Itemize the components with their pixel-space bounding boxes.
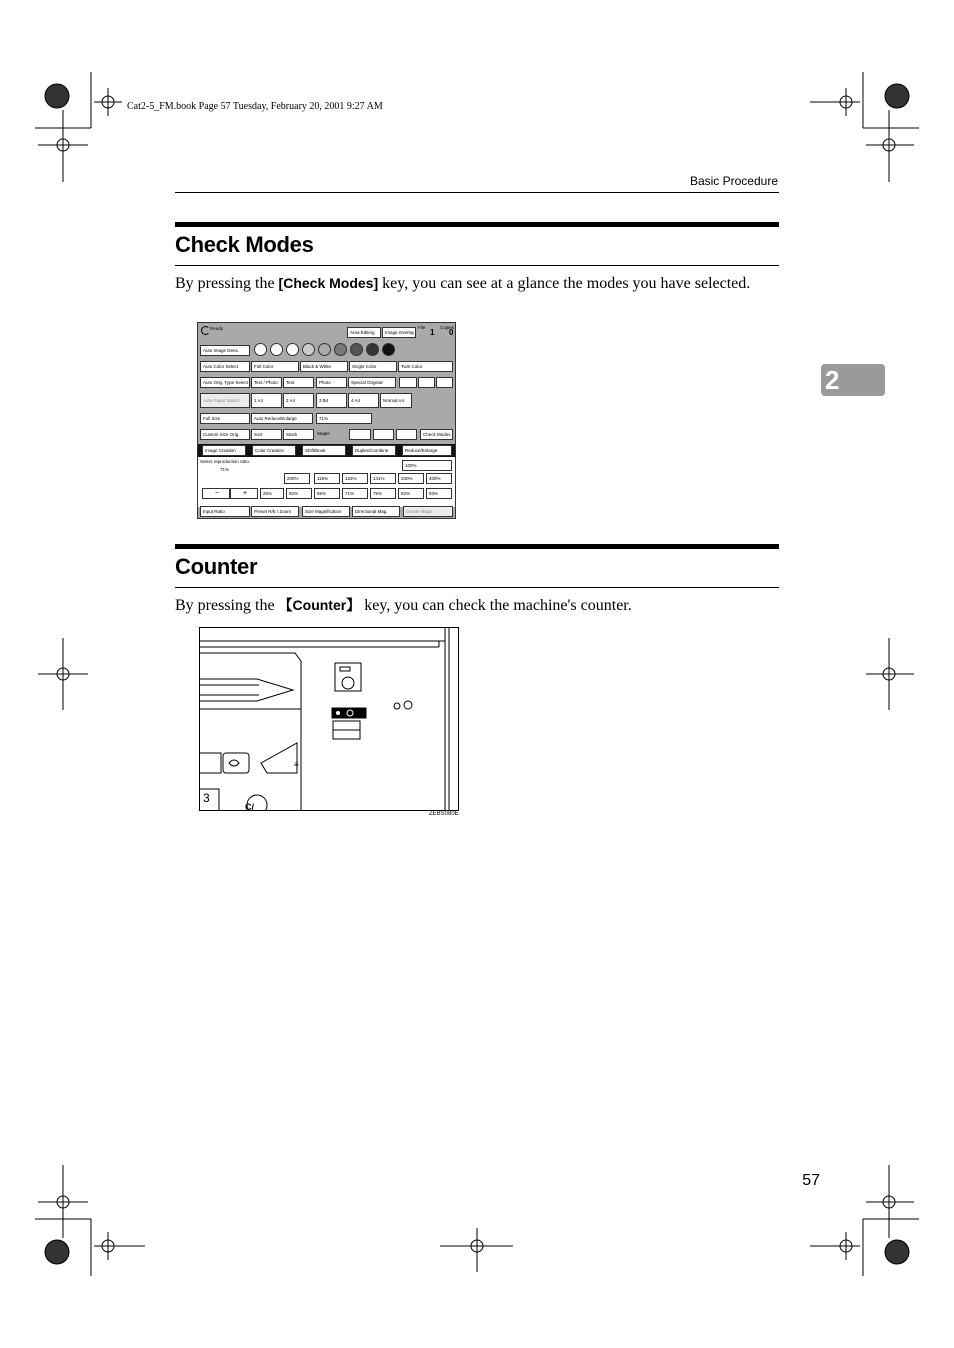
paper-tray: 3 B4: [316, 393, 347, 408]
status-icon: [201, 326, 210, 335]
ratio-button: 25%: [260, 488, 284, 499]
ratio-button: 122%: [342, 473, 368, 484]
panel-button: Sort: [251, 429, 282, 440]
panel-button: Single Color: [349, 361, 397, 372]
counter-key-label: 【Counter】: [278, 597, 361, 613]
ratio-button: 93%: [426, 488, 452, 499]
panel-auto-paper-select: Auto Paper Select: [200, 393, 250, 408]
panel-button: Stack: [283, 429, 314, 440]
svg-text:≡: ≡: [294, 760, 299, 769]
para-text: By pressing the: [175, 597, 279, 614]
file-value: 1: [430, 328, 435, 337]
para-text: key, you can check the machine's counter.: [360, 597, 632, 614]
running-header: Basic Procedure: [689, 174, 778, 188]
counter-key-illustration: [199, 627, 459, 811]
paper-tray: Normal A4: [380, 393, 412, 408]
density-dot: [302, 343, 315, 356]
panel-button: Custom Size Orig.: [200, 429, 250, 440]
panel-bottom-button: Create Magn.: [403, 506, 453, 517]
para-text: By pressing the: [175, 275, 279, 292]
panel-button: Photo: [316, 377, 347, 388]
panel-area-editing-button: Area Editing: [347, 327, 381, 338]
plus-button: +: [230, 488, 258, 499]
page-number: 57: [802, 1172, 820, 1189]
copier-panel-illustration: [197, 322, 456, 519]
panel-button: Auto Reduce/Enlarge: [251, 413, 313, 424]
section-rule-bottom: [175, 587, 779, 588]
svg-text:3: 3: [203, 791, 210, 805]
ratio-button: 50%: [286, 488, 312, 499]
staple-label: Staple: [317, 431, 330, 436]
panel-auto-image-density: Auto Image Dens.: [200, 345, 250, 356]
density-dot: [254, 343, 267, 356]
check-modes-key-label: [Check Modes]: [278, 275, 379, 291]
copies-label: Copies: [440, 325, 455, 330]
repro-label: Select reproduction ratio.: [200, 459, 251, 464]
section-heading: Check Modes: [175, 232, 314, 257]
panel-button: Text / Photo: [251, 377, 282, 388]
panel-tab-active: Reduce/Enlarge: [402, 445, 452, 456]
density-dot: [270, 343, 283, 356]
section-rule-bottom: [175, 265, 779, 266]
panel-tab: Shift/Book: [302, 445, 346, 456]
panel-button: Special Original: [348, 377, 396, 388]
paper-tray: 4 A4: [348, 393, 379, 408]
panel-bottom-button: Directional Mag.: [352, 506, 400, 517]
panel-button: Full Color: [251, 361, 299, 372]
header-rule: [175, 192, 779, 193]
paper-tray: 1 A4: [251, 393, 282, 408]
section-rule-top: [175, 222, 779, 227]
ratio-button: 71%: [342, 488, 368, 499]
density-dot: [334, 343, 347, 356]
svg-text:C/: C/: [245, 802, 254, 811]
section-heading: Counter: [175, 554, 258, 579]
panel-tab: Image Creation: [202, 445, 246, 456]
staple-icon: [349, 429, 371, 440]
panel-button: Full Size: [200, 413, 250, 424]
panel-ratio-field: 71%: [316, 413, 372, 424]
ratio-button: 115%: [314, 473, 340, 484]
section-rule-top: [175, 544, 779, 549]
panel-tab: Duplex/Combine: [352, 445, 396, 456]
staple-icon: [373, 429, 394, 440]
panel-bottom-button: Input Ratio: [200, 506, 250, 517]
file-label: File: [418, 325, 426, 330]
density-dot: [318, 343, 331, 356]
ratio-button: 75%: [370, 488, 396, 499]
density-dot: [350, 343, 363, 356]
print-info: Cat2-5_FM.book Page 57 Tuesday, February 20, 2001 9:27 AM: [127, 101, 383, 112]
panel-button: Twin Color: [398, 361, 453, 372]
panel-button: Auto Color Select: [200, 361, 250, 372]
orientation-icon: [399, 377, 417, 388]
section-paragraph: [175, 595, 779, 616]
ratio-button: 141%: [370, 473, 396, 484]
ratio-button: 82%: [398, 488, 424, 499]
ratio-button: 200%: [398, 473, 424, 484]
paper-tray: 2 A4: [283, 393, 314, 408]
orientation-icon: [436, 377, 453, 388]
panel-bottom-button: Preset R/E / Zoom: [251, 506, 299, 517]
ratio-current: 100%: [402, 460, 452, 471]
panel-bottom-button: Size Magnification: [302, 506, 350, 517]
panel-check-modes-button: Check Modes: [420, 429, 453, 440]
density-dot: [382, 343, 395, 356]
density-dot: [286, 343, 299, 356]
ratio-button: 200%: [284, 473, 310, 484]
chapter-tab: [821, 364, 885, 396]
staple-icon: [396, 429, 417, 440]
panel-button: Auto Orig. Type Select: [200, 377, 250, 388]
orientation-icon: [418, 377, 435, 388]
density-dot: [366, 343, 379, 356]
panel-image-overlay-button: Image Overlay: [382, 327, 416, 338]
panel-button: Black & White: [300, 361, 348, 372]
ratio-button: 65%: [314, 488, 340, 499]
ratio-button: 400%: [426, 473, 452, 484]
status-text: Ready: [210, 326, 224, 331]
panel-tab: Color Creation: [252, 445, 296, 456]
copies-value: 0: [449, 328, 454, 337]
repro-value: 71%: [220, 467, 230, 472]
section-paragraph: [175, 273, 779, 294]
chapter-number: 2: [825, 365, 840, 395]
image-code: ZEBS080E: [429, 811, 459, 817]
minus-button: −: [202, 488, 230, 499]
panel-button: Text: [283, 377, 314, 388]
para-text: key, you can see at a glance the modes you have selected.: [378, 275, 751, 292]
